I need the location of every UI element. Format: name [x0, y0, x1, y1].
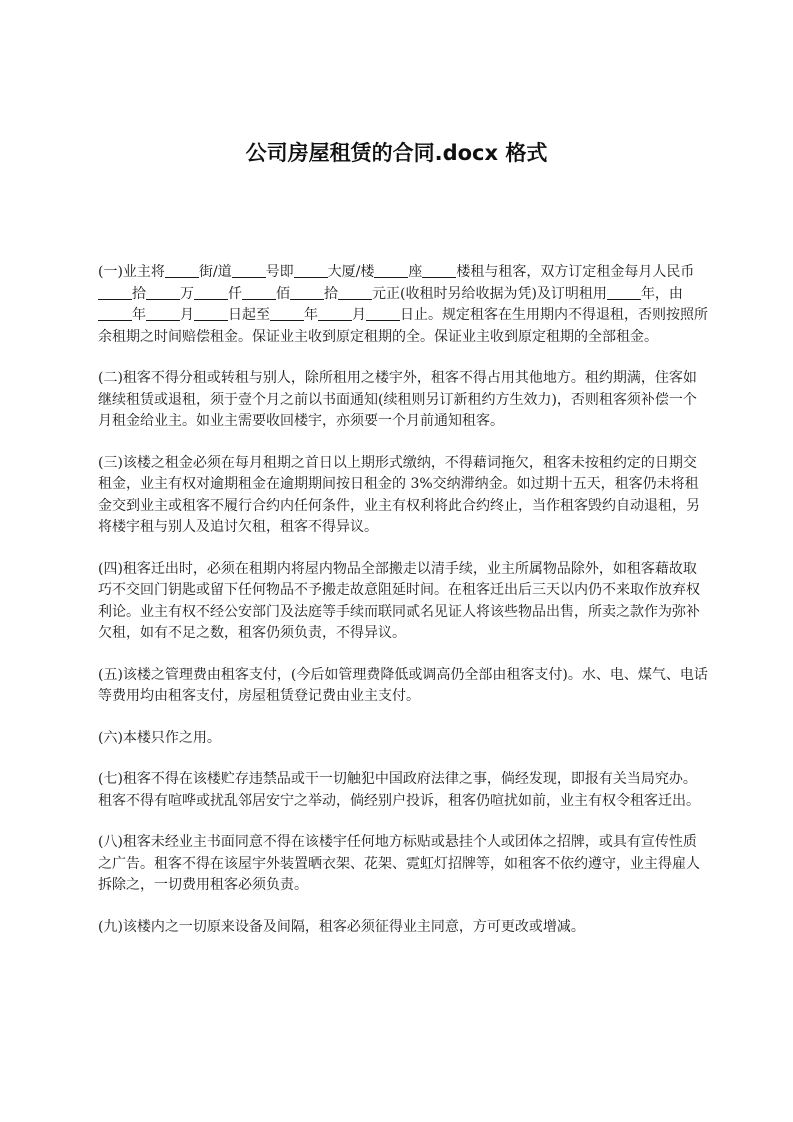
fill-blank	[270, 306, 304, 321]
fill-blank	[366, 306, 400, 321]
fill-blank	[338, 285, 372, 300]
fill-blank	[318, 306, 352, 321]
document-body	[98, 262, 710, 958]
fill-blank	[98, 306, 132, 321]
fill-blank	[146, 285, 180, 300]
fill-blank	[607, 285, 641, 300]
clause-1: (一)业主将 街/道 号即 大厦/楼 座 楼租与租客，双方订定租金每月人民币拾 万 仟 佰 拾 元正(收租时另给收据为凭)及订明租用 年，由年 月 日起至 年 月 日止。规定租客在生用期内不得退租，否则按照所余租期之时间赔偿租金。保证业主收到原定租期的全。保证业主收到原定租期的全部租金。	[98, 264, 708, 345]
fill-blank	[294, 263, 328, 278]
clause-8: (八)租客未经业主书面同意不得在该楼宇任何地方标贴或悬挂个人或团体之招牌，或具有宣传性质之广告。租客不得在该屋宇外装置晒衣架、花架、霓虹灯招牌等，如租客不依约遵守，业主得雇人拆除之，一切费用租客必须负责。	[98, 834, 700, 893]
fill-blank	[194, 306, 228, 321]
fill-blank	[422, 263, 456, 278]
fill-blank	[98, 285, 132, 300]
document-title: 公司房屋租赁的合同.docx 格式	[245, 141, 548, 165]
fill-blank	[232, 263, 266, 278]
clause-5: (五)该楼之管理费由租客支付，(今后如管理费降低或调高仍全部由租客支付)。水、电、煤气、电话等费用均由租客支付，房屋租赁登记费由业主支付。	[98, 666, 708, 704]
clause-7: (七)租客不得在该楼贮存违禁品或干一切触犯中国政府法律之事，倘经发现，即报有关当局究办。租客不得有喧哗或扰乱邻居安宁之举动，倘经别户投诉，租客仍喧扰如前，业主有权令租客迁出。	[98, 771, 700, 809]
clause-3: (三)该楼之租金必须在每月租期之首日以上期形式缴纳，不得藉词拖欠，租客未按租约定的日期交租金，业主有权对逾期租金在逾期期间按日租金的 3%交纳滞纳金。如过期十五天，租客仍未将租金交到业主或租客不履行合约内任何条件，业主有权利将此合约终止，当作租客毁约自动退租，另将楼宇租与别人及追讨欠租，租客不得异议。	[98, 454, 700, 535]
clause-6: (六)本楼只作之用。	[98, 729, 221, 746]
clause-2: (二)租客不得分租或转租与别人，除所租用之楼宇外，租客不得占用其他地方。租约期满，住客如继续租赁或退租，须于壹个月之前以书面通知(续租则另订新租约方生效力)，否则租客须补偿一个月租金给业主。如业主需要收回楼宇，亦须要一个月前通知租客。	[98, 370, 697, 429]
fill-blank	[146, 306, 180, 321]
fill-blank	[165, 263, 199, 278]
clause-4: (四)租客迁出时，必须在租期内将屋内物品全部搬走以清手续，业主所属物品除外，如租客藉故取巧不交回门钥匙或留下任何物品不予搬走故意阻延时间。在租客迁出后三天以内仍不来取作放弃权利论。业主有权不经公安部门及法庭等手续而联同贰名见证人将该些物品出售，所卖之款作为弥补欠租，如有不足之数，租客仍须负责，不得异议。	[98, 560, 700, 641]
fill-blank	[374, 263, 408, 278]
fill-blank	[194, 285, 228, 300]
fill-blank	[242, 285, 276, 300]
fill-blank	[290, 285, 324, 300]
clause-9: (九)该楼内之一切原来设备及间隔，租客必须征得业主同意，方可更改或增减。	[98, 918, 585, 935]
